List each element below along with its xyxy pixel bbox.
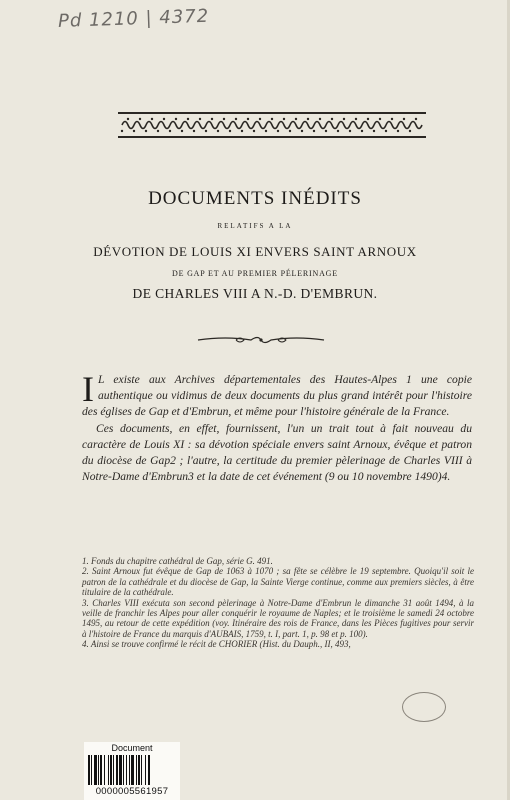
barcode-label: [84, 742, 180, 800]
decorative-band-icon: [118, 112, 426, 138]
footnote-3: 3. Charles VIII exécuta son second pèlerinage à Notre-Dame d'Embrun le dimanche 31 août 1494, à la veille de franchir les Alpes pour aller conquérir le royaume de Naples; et le troisième le samedi 24 octobre 1495, au retour de cette expédition (voy. Itinéraire des rois de France, dans les Pièces fugitives pour servir à l'histoire de France du marquis d'AUBAIS, 1759, t. I, part. 1, p. 98 et p. 100).: [82, 597, 474, 639]
drop-cap: I: [82, 369, 94, 409]
library-stamp: [402, 692, 446, 722]
footnotes: [82, 556, 474, 650]
title-line-devotion: DÉVOTION DE LOUIS XI ENVERS SAINT ARNOUX: [93, 244, 417, 259]
footnote-1: 1. Fonds du chapitre cathédral de Gap, série G. 491.: [82, 556, 273, 566]
barcode-number: 0000005561957: [95, 786, 169, 797]
paragraph-1: [82, 369, 472, 421]
barcode-icon: [87, 755, 177, 785]
flourish-divider-icon: [196, 333, 326, 347]
title-line-pelerinage: DE GAP ET AU PREMIER PÉLERINAGE: [172, 269, 338, 278]
paragraph-1-text: L existe aux Archives départementales des Hautes-Alpes 1 une copie authentique ou vidimus de deux documents du plus grand intérêt pour l'histoire des églises de Gap et d'Embrun, et même pour l'histoire générale de la France.: [82, 373, 472, 419]
footnote-4: 4. Ainsi se trouve confirmé le récit de CHORIER (Hist. du Dauph., II, 493,: [82, 639, 351, 650]
handwritten-shelfmark: Pd 1210 | 4372: [57, 5, 210, 32]
barcode-title: Document: [111, 743, 153, 753]
footnote-2: 2. Saint Arnoux fut évêque de Gap de 1063 à 1070 ; sa fête se célèbre le 19 septembre. Quoiqu'il soit le patron de la cathédrale et du diocèse de Gap, la Sainte Vierge continue, comme aux premiers siècles, à être titulaire de la cathédrale.: [82, 566, 474, 598]
title-line-charles: DE CHARLES VIII A N.-D. D'EMBRUN.: [132, 286, 378, 301]
document-subtitle: RELATIFS A LA: [217, 222, 293, 230]
document-title: DOCUMENTS INÉDITS: [148, 188, 362, 209]
body-text: [82, 369, 472, 485]
paragraph-2: Ces documents, en effet, fournissent, l'un un trait tout à fait nouveau du caractère de Louis XI : sa dévotion spéciale envers saint Arnoux, évêque et patron du diocèse de Gap2 ; l'autre, la certitude du premier pèlerinage de Charles VIII à Notre-Dame d'Embrun3 et la date de cet événement (9 ou 10 novembre 1490)4.: [82, 421, 472, 484]
